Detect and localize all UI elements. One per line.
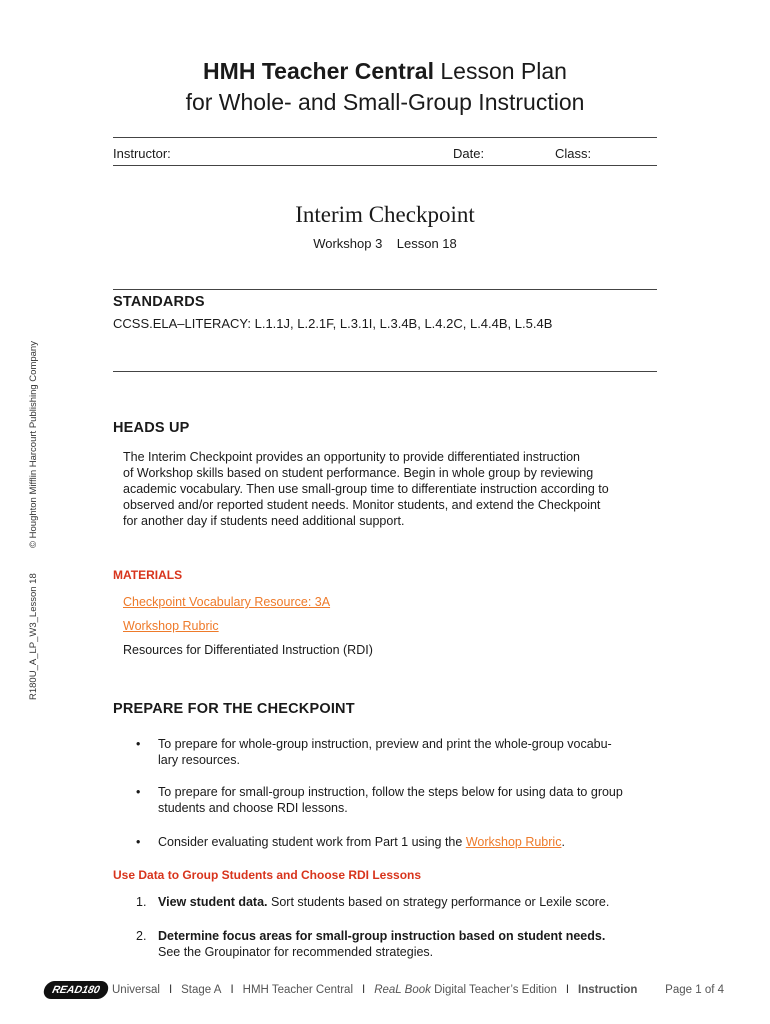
footer-universal: Universal bbox=[112, 984, 160, 996]
bullet-text: To prepare for whole-group instruction, preview and print the whole-group vocabu- bbox=[158, 737, 612, 751]
page-number: Page 1 of 4 bbox=[665, 984, 724, 996]
footer-breadcrumb bbox=[112, 984, 637, 996]
use-data-heading: Use Data to Group Students and Choose RDI Lessons bbox=[113, 868, 422, 882]
step-bold: Determine focus areas for small-group instruction based on student needs. bbox=[158, 929, 606, 943]
step-number: 2. bbox=[136, 929, 147, 943]
read180-logo: READ180 bbox=[42, 981, 110, 999]
copyright-vertical: © Houghton Mifflin Harcourt Publishing Company bbox=[28, 341, 39, 548]
standards-rule-top bbox=[113, 289, 657, 290]
step-number: 1. bbox=[136, 895, 147, 909]
footer-htc: HMH Teacher Central bbox=[242, 984, 353, 996]
rdi-resources-item: Resources for Differentiated Instruction (RDI) bbox=[123, 643, 373, 657]
bullet-icon: • bbox=[136, 835, 141, 849]
lesson-title: Interim Checkpoint bbox=[295, 202, 475, 227]
bullet-text-end: . bbox=[561, 835, 565, 849]
footer-book-rest: Digital Teacher’s Edition bbox=[430, 984, 557, 996]
footer-separator: I bbox=[362, 984, 366, 996]
workshop-rubric-inline-link[interactable]: Workshop Rubric bbox=[465, 835, 562, 849]
bullet-text: Consider evaluating student work from Part 1 using the bbox=[158, 835, 466, 849]
footer-stage: Stage A bbox=[181, 984, 222, 996]
materials-heading: MATERIALS bbox=[113, 568, 183, 582]
heads-up-line: of Workshop skills based on student performance. Begin in whole group by reviewing bbox=[123, 466, 594, 480]
page-subtitle: for Whole- and Small-Group Instruction bbox=[185, 89, 585, 115]
standards-text: CCSS.ELA–LITERACY: L.1.1J, L.2.1F, L.3.1I, L.3.4B, L.4.2C, L.4.4B, L.5.4B bbox=[113, 316, 553, 331]
heads-up-line: academic vocabulary. Then use small-group time to differentiate instruction according to bbox=[123, 482, 609, 496]
lesson-meta: Workshop 3 Lesson 18 bbox=[313, 236, 457, 251]
header-rule-top bbox=[113, 137, 657, 138]
heads-up-line: The Interim Checkpoint provides an opportunity to provide differentiated instruction bbox=[123, 450, 580, 464]
step-bold: View student data. bbox=[158, 895, 268, 909]
date-label: Date: bbox=[453, 146, 485, 161]
bullet-icon: • bbox=[136, 785, 141, 799]
footer-book-italic: ReaL Book bbox=[374, 984, 431, 996]
heads-up-line: for another day if students need additional support. bbox=[123, 514, 405, 528]
footer-separator: I bbox=[565, 984, 570, 996]
doc-code-vertical: R180U_A_LP_W3_Lesson 18 bbox=[28, 573, 39, 700]
page-footer bbox=[44, 984, 744, 1002]
step-text: Sort students based on strategy performance or Lexile score. bbox=[267, 895, 610, 909]
title-bold: HMH Teacher Central bbox=[203, 58, 434, 84]
footer-separator: I bbox=[168, 984, 173, 996]
bullet-text: students and choose RDI lessons. bbox=[158, 801, 348, 815]
standards-rule-bottom bbox=[113, 371, 657, 372]
vocabulary-resource-link[interactable]: Checkpoint Vocabulary Resource: 3A bbox=[123, 595, 331, 609]
instructor-label: Instructor: bbox=[113, 146, 171, 161]
step-text: See the Groupinator for recommended strategies. bbox=[158, 945, 434, 959]
page-title bbox=[0, 56, 770, 86]
heads-up-line: observed and/or reported student needs. Monitor students, and extend the Checkpoint bbox=[123, 498, 601, 512]
title-rest: Lesson Plan bbox=[433, 58, 567, 84]
standards-heading: STANDARDS bbox=[113, 294, 205, 310]
bullet-icon: • bbox=[136, 737, 141, 751]
bullet-text: lary resources. bbox=[158, 753, 240, 767]
heads-up-heading: HEADS UP bbox=[113, 420, 190, 436]
heads-up-body bbox=[123, 449, 663, 529]
workshop-rubric-link[interactable]: Workshop Rubric bbox=[123, 619, 219, 633]
footer-separator: I bbox=[230, 984, 234, 996]
prepare-heading: PREPARE FOR THE CHECKPOINT bbox=[113, 701, 355, 717]
class-label: Class: bbox=[555, 146, 592, 161]
header-rule-bottom bbox=[113, 165, 657, 166]
bullet-text: To prepare for small-group instruction, follow the steps below for using data to group bbox=[158, 785, 623, 799]
footer-section: Instruction bbox=[578, 984, 638, 996]
